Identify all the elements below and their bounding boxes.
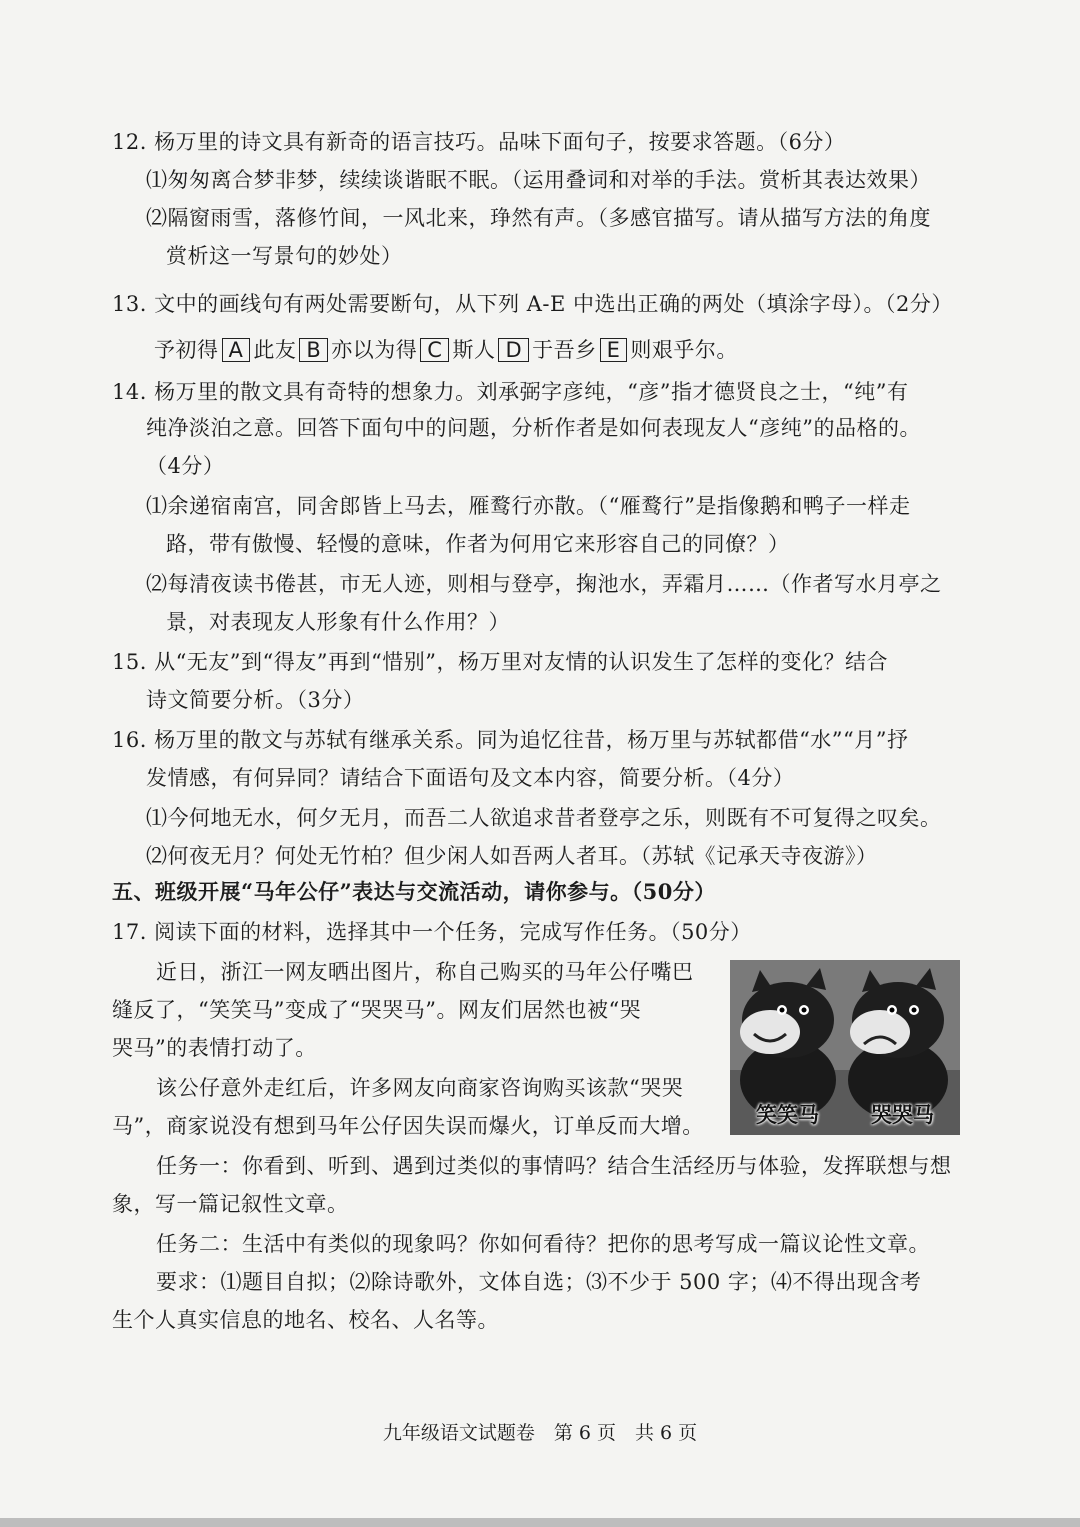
q16-line2: 发情感，有何异同？请结合下面语句及文本内容，简要分析。（4分）	[146, 766, 795, 790]
q14-sub2-line2: 景，对表现友人形象有什么作用？）	[166, 610, 510, 634]
q14-sub1-line1: ⑴余递宿南宫，同舍郎皆上马去，雁鹜行亦散。（“雁鹜行”是指像鹅和鸭子一样走	[146, 494, 911, 518]
q12-sub2-line2: 赏析这一写景句的妙处）	[166, 244, 403, 268]
q13-box-a[interactable]: A	[222, 338, 251, 362]
q13-sentence	[154, 336, 738, 364]
q17-task1-line2: 象，写一篇记叙性文章。	[112, 1192, 349, 1216]
q17-requirements-line1: 要求：⑴题目自拟；⑵除诗歌外，文体自选；⑶不少于 500 字；⑷不得出现含考	[156, 1270, 922, 1294]
q14-line1: 14. 杨万里的散文具有奇特的想象力。刘承弼字彦纯，“彦”指才德贤良之士，“纯”有	[112, 380, 909, 404]
caption-crying-horse: 哭哭马	[871, 1103, 934, 1127]
q14-sub1-line2: 路，带有傲慢、轻慢的意味，作者为何用它来形容自己的同僚？）	[166, 532, 790, 556]
q15-line2: 诗文简要分析。（3分）	[146, 688, 365, 712]
q17-task1-line1: 任务一：你看到、听到、遇到过类似的事情吗？结合生活经历与体验，发挥联想与想	[156, 1154, 952, 1178]
q17-stem: 17. 阅读下面的材料，选择其中一个任务，完成写作任务。（50分）	[112, 920, 752, 944]
page-footer: 九年级语文试题卷 第 6 页 共 6 页	[382, 1422, 698, 1444]
q13-box-c[interactable]: C	[420, 338, 449, 362]
q17-material-p2-line1: 该公仔意外走红后，许多网友向商家咨询购买该款“哭哭	[156, 1076, 684, 1100]
q13-text-0: 予初得	[154, 338, 219, 362]
q14-line3: （4分）	[146, 454, 225, 478]
q17-requirements-line2: 生个人真实信息的地名、校名、人名等。	[112, 1308, 499, 1332]
q13-text-4: 于吾乡	[532, 338, 597, 362]
q17-material-p1-line1: 近日，浙江一网友晒出图片，称自己购买的马年公仔嘴巴	[156, 960, 694, 984]
q16-sub2: ⑵何夜无月？何处无竹柏？但少闲人如吾两人者耳。（苏轼《记承天寺夜游》）	[146, 844, 878, 868]
q12-stem: 12. 杨万里的诗文具有新奇的语言技巧。品味下面句子，按要求答题。（6分）	[112, 130, 846, 154]
q14-line2: 纯净淡泊之意。回答下面句中的问题，分析作者是如何表现友人“彦纯”的品格的。	[146, 416, 921, 440]
q17-material-p1-line3: 哭马”的表情打动了。	[112, 1036, 317, 1060]
photo-captions	[730, 1099, 960, 1129]
q16-line1: 16. 杨万里的散文与苏轼有继承关系。同为追忆往昔，杨万里与苏轼都借“水”“月”抒	[112, 728, 909, 752]
q13-box-e[interactable]: E	[600, 338, 628, 362]
q16-sub1: ⑴今何地无水，何夕无月，而吾二人欲追求昔者登亭之乐，则既有不可复得之叹矣。	[146, 806, 942, 830]
q13-text-2: 亦以为得	[331, 338, 418, 362]
q15-line1: 15. 从“无友”到“得友”再到“惜别”，杨万里对友情的认识发生了怎样的变化？结合	[112, 650, 888, 674]
q13-text-1: 此友	[253, 338, 297, 362]
q17-material-p1-line2: 缝反了，“笑笑马”变成了“哭哭马”。网友们居然也被“哭	[112, 998, 642, 1022]
q14-sub2-line1: ⑵每清夜读书倦甚，市无人迹，则相与登亭，掬池水，弄霜月……（作者写水月亭之	[146, 572, 942, 596]
q13-text-5: 则艰乎尔。	[630, 338, 738, 362]
q17-task2: 任务二：生活中有类似的现象吗？你如何看待？把你的思考写成一篇议论性文章。	[156, 1232, 930, 1256]
q13-box-b[interactable]: B	[299, 338, 328, 362]
q12-sub1: ⑴匆匆离合梦非梦，续续谈谐眠不眠。（运用叠词和对举的手法。赏析其表达效果）	[146, 168, 931, 192]
q13-box-d[interactable]: D	[498, 338, 529, 362]
section-5-heading: 五、班级开展“马年公仔”表达与交流活动，请你参与。（50分）	[112, 879, 716, 904]
plush-horse-photo	[730, 960, 960, 1135]
caption-smiling-horse: 笑笑马	[756, 1103, 819, 1127]
q13-stem: 13. 文中的画线句有两处需要断句，从下列 A-E 中选出正确的两处（填涂字母）。（2分）	[112, 292, 953, 316]
q12-sub2-line1: ⑵隔窗雨雪，落修竹间，一风北来，琤然有声。（多感官描写。请从描写方法的角度	[146, 206, 931, 230]
q17-material-p2-line2: 马”，商家说没有想到马年公仔因失误而爆火，订单反而大增。	[112, 1114, 704, 1138]
scan-edge	[0, 1518, 1080, 1527]
q13-text-3: 斯人	[452, 338, 496, 362]
